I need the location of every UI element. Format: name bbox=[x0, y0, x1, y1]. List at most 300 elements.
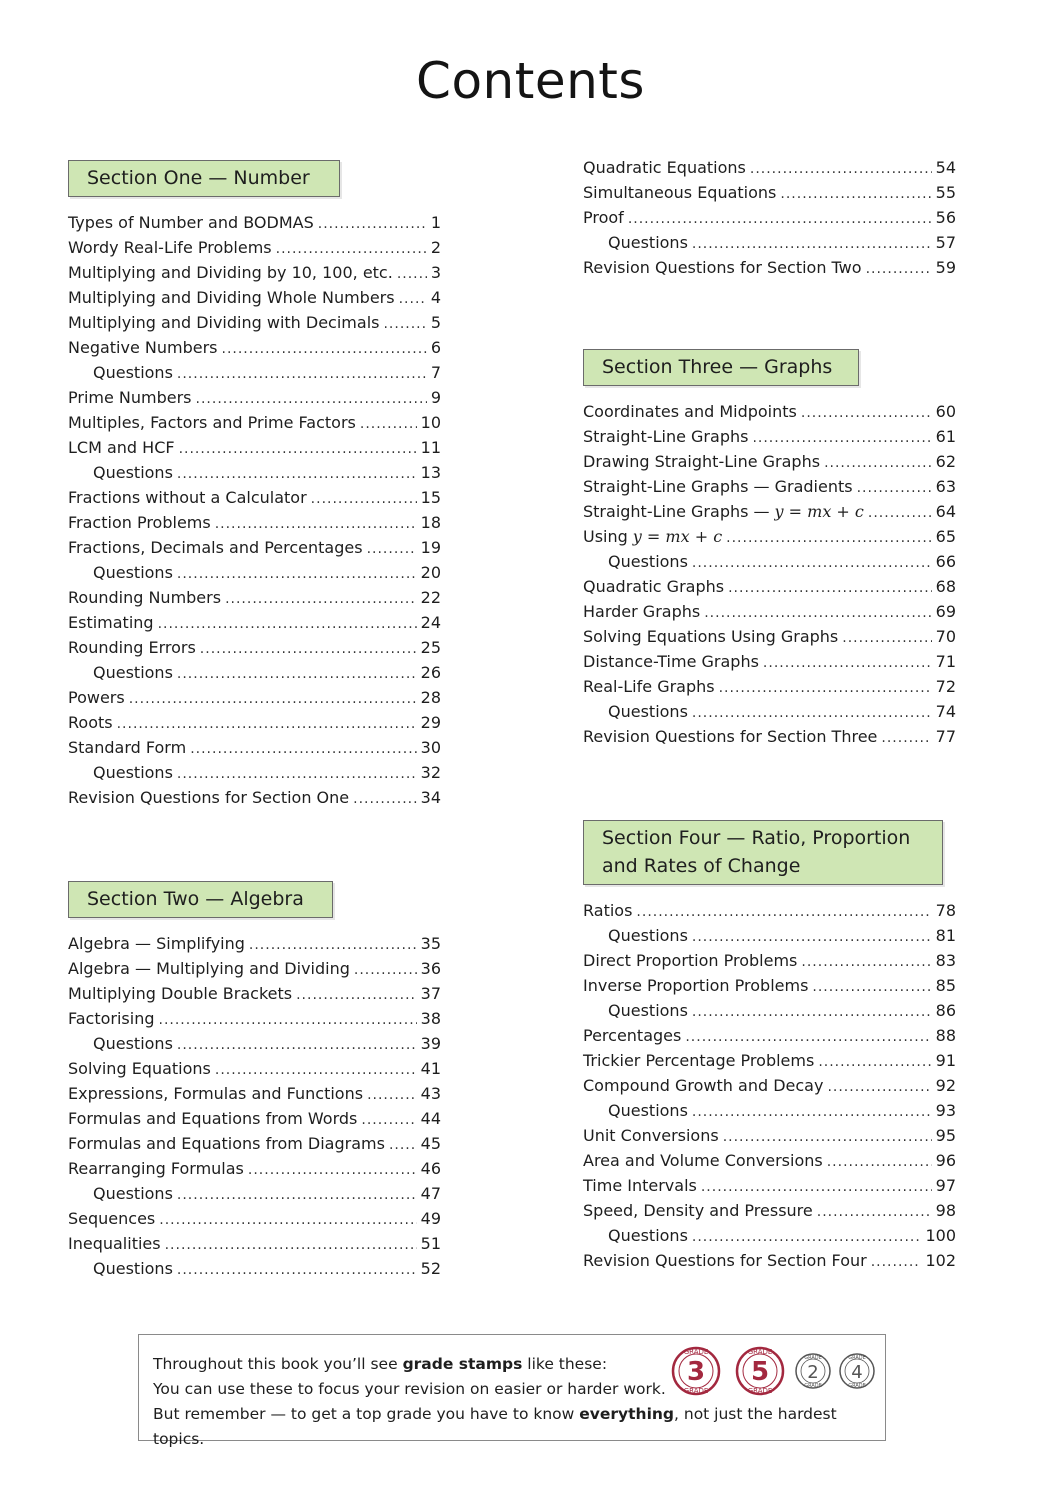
toc-entry-page: 83 bbox=[935, 951, 956, 970]
section-three-heading: Section Three — Graphs bbox=[583, 349, 859, 386]
toc-entry[interactable] bbox=[583, 1048, 956, 1073]
toc-entry[interactable] bbox=[583, 230, 956, 255]
toc-entry-page: 15 bbox=[420, 488, 441, 507]
toc-entry-label: Questions bbox=[608, 1001, 688, 1020]
toc-entry[interactable] bbox=[68, 310, 441, 335]
toc-entry-label: Questions bbox=[93, 663, 173, 682]
toc-entry-label: Area and Volume Conversions bbox=[583, 1151, 823, 1170]
toc-entry[interactable] bbox=[583, 155, 956, 180]
dot-leader bbox=[215, 1058, 417, 1083]
dot-leader bbox=[159, 1008, 417, 1033]
toc-entry-page: 91 bbox=[935, 1051, 956, 1070]
toc-entry[interactable] bbox=[68, 660, 441, 685]
section-four bbox=[583, 820, 956, 1273]
toc-entry[interactable] bbox=[583, 624, 956, 649]
toc-entry-label: Percentages bbox=[583, 1026, 682, 1045]
toc-entry[interactable] bbox=[583, 599, 956, 624]
toc-entry-page: 25 bbox=[420, 638, 441, 657]
toc-entry-page: 77 bbox=[935, 727, 956, 746]
dot-leader bbox=[177, 1258, 417, 1283]
toc-entry[interactable] bbox=[68, 485, 441, 510]
dot-leader bbox=[868, 501, 932, 526]
stamp-word: GRADE bbox=[683, 1387, 709, 1395]
toc-entry-page: 59 bbox=[935, 258, 956, 277]
toc-entry-label: Rounding Numbers bbox=[68, 588, 222, 607]
toc-entry-label: Inverse Proportion Problems bbox=[583, 976, 809, 995]
toc-entry-label: Multiples, Factors and Prime Factors bbox=[68, 413, 356, 432]
toc-entry-page: 64 bbox=[935, 502, 956, 521]
section-four-heading-line2: and Rates of Change bbox=[602, 855, 801, 877]
toc-entry-label: Fractions, Decimals and Percentages bbox=[68, 538, 363, 557]
toc-entry-page: 97 bbox=[935, 1176, 956, 1195]
toc-entry-page: 30 bbox=[420, 738, 441, 757]
toc-entry-page: 49 bbox=[420, 1209, 441, 1228]
toc-entry[interactable] bbox=[68, 635, 441, 660]
toc-entry[interactable] bbox=[583, 699, 956, 724]
toc-entry-label: Questions bbox=[93, 463, 173, 482]
toc-entry[interactable] bbox=[583, 1248, 956, 1273]
toc-entry[interactable] bbox=[68, 931, 441, 956]
toc-entry-label: Trickier Percentage Problems bbox=[583, 1051, 815, 1070]
dot-leader bbox=[215, 512, 417, 537]
toc-entry-page: 88 bbox=[935, 1026, 956, 1045]
toc-entry-page: 26 bbox=[420, 663, 441, 682]
toc-entry-page: 9 bbox=[430, 388, 441, 407]
toc-entry-label: Formulas and Equations from Words bbox=[68, 1109, 358, 1128]
toc-entry[interactable] bbox=[583, 180, 956, 205]
toc-entry-page: 22 bbox=[420, 588, 441, 607]
dot-leader bbox=[701, 1175, 932, 1200]
toc-entry[interactable] bbox=[583, 1098, 956, 1123]
toc-entry-label: Multiplying and Dividing Whole Numbers bbox=[68, 288, 395, 307]
toc-entry[interactable] bbox=[583, 1023, 956, 1048]
note-line-3-bold: everything bbox=[579, 1405, 675, 1423]
toc-entry-label: Speed, Density and Pressure bbox=[583, 1201, 813, 1220]
stamp-word: GRADE bbox=[804, 1383, 822, 1389]
toc-entry-page: 20 bbox=[420, 563, 441, 582]
toc-entry-page: 54 bbox=[935, 158, 956, 177]
dot-leader bbox=[827, 1075, 931, 1100]
toc-entry[interactable] bbox=[68, 785, 441, 810]
dot-leader bbox=[692, 551, 932, 576]
toc-entry-page: 6 bbox=[430, 338, 441, 357]
toc-entry-page: 2 bbox=[430, 238, 441, 257]
toc-entry[interactable] bbox=[68, 385, 441, 410]
grade-stamp-icon bbox=[840, 1354, 874, 1389]
toc-entry-label: Questions bbox=[608, 552, 688, 571]
toc-entry[interactable] bbox=[68, 585, 441, 610]
toc-entry-label: Revision Questions for Section Three bbox=[583, 727, 878, 746]
toc-entry-page: 86 bbox=[935, 1001, 956, 1020]
dot-leader bbox=[818, 1050, 931, 1075]
toc-entry-page: 68 bbox=[935, 577, 956, 596]
toc-entry[interactable] bbox=[583, 674, 956, 699]
dot-leader bbox=[801, 401, 932, 426]
toc-entry[interactable] bbox=[583, 549, 956, 574]
toc-entry-label: Straight-Line Graphs — bbox=[583, 502, 770, 521]
toc-entry-label: Algebra — Simplifying bbox=[68, 934, 245, 953]
dot-leader bbox=[389, 1133, 417, 1158]
toc-entry[interactable] bbox=[68, 360, 441, 385]
toc-entry-label: Expressions, Formulas and Functions bbox=[68, 1084, 364, 1103]
toc-entry[interactable] bbox=[68, 510, 441, 535]
toc-entry-label: Multiplying and Dividing with Decimals bbox=[68, 313, 380, 332]
toc-entry[interactable] bbox=[583, 1198, 956, 1223]
toc-entry-label: Types of Number and BODMAS bbox=[68, 213, 314, 232]
toc-entry-page: 47 bbox=[420, 1184, 441, 1203]
dot-leader bbox=[817, 1200, 932, 1225]
toc-entry-page: 63 bbox=[935, 477, 956, 496]
toc-entry-page: 98 bbox=[935, 1201, 956, 1220]
toc-entry-label: Questions bbox=[93, 1184, 173, 1203]
dot-leader bbox=[399, 287, 427, 312]
grade-stamps bbox=[668, 1345, 880, 1397]
toc-entry-label: Revision Questions for Section Two bbox=[583, 258, 862, 277]
toc-entry-label: Negative Numbers bbox=[68, 338, 218, 357]
toc-entry[interactable] bbox=[583, 1073, 956, 1098]
dot-leader bbox=[866, 257, 932, 282]
toc-entry[interactable] bbox=[583, 205, 956, 230]
toc-entry-label: Questions bbox=[608, 1101, 688, 1120]
toc-entry-label: Powers bbox=[68, 688, 125, 707]
toc-entry-label: Distance-Time Graphs bbox=[583, 652, 759, 671]
toc-entry-label: Prime Numbers bbox=[68, 388, 192, 407]
toc-entry[interactable] bbox=[583, 998, 956, 1023]
stamp-word: GRADE bbox=[747, 1387, 773, 1395]
toc-entry[interactable] bbox=[68, 1056, 441, 1081]
toc-entry-label: Quadratic Graphs bbox=[583, 577, 725, 596]
toc-entry-label: Using bbox=[583, 527, 628, 546]
dot-leader bbox=[871, 1250, 922, 1275]
toc-entry-label: Rounding Errors bbox=[68, 638, 196, 657]
toc-entry-label: Straight-Line Graphs — Gradients bbox=[583, 477, 853, 496]
toc-entry-label: Estimating bbox=[68, 613, 154, 632]
toc-entry-page: 55 bbox=[935, 183, 956, 202]
dot-leader bbox=[129, 687, 417, 712]
toc-entry[interactable] bbox=[583, 424, 956, 449]
dot-leader bbox=[752, 426, 931, 451]
toc-entry-page: 102 bbox=[925, 1251, 956, 1270]
toc-entry[interactable] bbox=[583, 898, 956, 923]
toc-entry-label: Roots bbox=[68, 713, 113, 732]
toc-entry-page: 81 bbox=[935, 926, 956, 945]
dot-leader bbox=[318, 212, 427, 237]
toc-entry[interactable] bbox=[583, 649, 956, 674]
toc-entry-page: 29 bbox=[420, 713, 441, 732]
dot-leader bbox=[276, 237, 427, 262]
toc-entry[interactable] bbox=[68, 610, 441, 635]
section-four-list bbox=[583, 898, 956, 1273]
toc-entry-page: 60 bbox=[935, 402, 956, 421]
toc-entry-page: 18 bbox=[420, 513, 441, 532]
toc-entry-page: 85 bbox=[935, 976, 956, 995]
section-two-continued bbox=[583, 155, 956, 280]
toc-entry[interactable] bbox=[68, 1006, 441, 1031]
stamp-number: 4 bbox=[851, 1362, 863, 1383]
toc-entry[interactable] bbox=[68, 1106, 441, 1131]
toc-entry-label: Quadratic Equations bbox=[583, 158, 746, 177]
section-four-heading-line1: Section Four — Ratio, Proportion bbox=[602, 827, 911, 849]
dot-leader bbox=[179, 437, 417, 462]
note-line-1-text-a: Throughout this book you’ll see bbox=[153, 1355, 398, 1373]
dot-leader bbox=[692, 701, 932, 726]
dot-leader bbox=[117, 712, 417, 737]
toc-entry-page: 37 bbox=[420, 984, 441, 1003]
toc-entry-label: Inequalities bbox=[68, 1234, 161, 1253]
toc-entry-page: 5 bbox=[430, 313, 441, 332]
toc-entry[interactable] bbox=[68, 1256, 441, 1281]
toc-entry-label: Fraction Problems bbox=[68, 513, 211, 532]
toc-entry[interactable] bbox=[583, 524, 956, 549]
toc-entry-label: Factorising bbox=[68, 1009, 155, 1028]
toc-entry[interactable] bbox=[583, 724, 956, 749]
toc-entry-page: 19 bbox=[420, 538, 441, 557]
dot-leader bbox=[881, 726, 931, 751]
dot-leader bbox=[196, 387, 427, 412]
toc-entry[interactable] bbox=[68, 410, 441, 435]
toc-entry[interactable] bbox=[68, 535, 441, 560]
toc-entry-label: Fractions without a Calculator bbox=[68, 488, 307, 507]
toc-entry[interactable] bbox=[583, 474, 956, 499]
toc-entry-formula: y = mx + c bbox=[774, 502, 864, 521]
toc-entry-label: Questions bbox=[93, 1259, 173, 1278]
toc-entry-page: 72 bbox=[935, 677, 956, 696]
toc-entry[interactable] bbox=[583, 499, 956, 524]
toc-entry[interactable] bbox=[68, 460, 441, 485]
toc-entry-label: Coordinates and Midpoints bbox=[583, 402, 797, 421]
section-one-list bbox=[68, 210, 441, 810]
grade-stamp-icon bbox=[673, 1348, 719, 1395]
section-two-heading: Section Two — Algebra bbox=[68, 881, 333, 918]
toc-entry[interactable] bbox=[583, 923, 956, 948]
dot-leader bbox=[801, 950, 931, 975]
toc-entry[interactable] bbox=[583, 449, 956, 474]
toc-entry-page: 32 bbox=[420, 763, 441, 782]
dot-leader bbox=[628, 207, 932, 232]
dot-leader bbox=[728, 576, 932, 601]
toc-entry-page: 35 bbox=[420, 934, 441, 953]
toc-entry-page: 96 bbox=[935, 1151, 956, 1170]
dot-leader bbox=[360, 412, 417, 437]
toc-entry[interactable] bbox=[68, 956, 441, 981]
dot-leader bbox=[222, 337, 427, 362]
toc-entry[interactable] bbox=[583, 1148, 956, 1173]
grade-stamp-icon bbox=[796, 1354, 830, 1389]
dot-leader bbox=[824, 451, 932, 476]
toc-entry-page: 36 bbox=[420, 959, 441, 978]
toc-entry-label: Formulas and Equations from Diagrams bbox=[68, 1134, 385, 1153]
toc-entry-label: Straight-Line Graphs bbox=[583, 427, 749, 446]
toc-entry-label: Solving Equations Using Graphs bbox=[583, 627, 839, 646]
toc-entry[interactable] bbox=[68, 1031, 441, 1056]
toc-entry[interactable] bbox=[583, 1223, 956, 1248]
toc-entry[interactable] bbox=[583, 973, 956, 998]
toc-entry[interactable] bbox=[68, 710, 441, 735]
toc-entry-label: Questions bbox=[608, 926, 688, 945]
dot-leader bbox=[383, 312, 426, 337]
toc-entry-page: 93 bbox=[935, 1101, 956, 1120]
toc-entry-label: Simultaneous Equations bbox=[583, 183, 777, 202]
toc-entry[interactable] bbox=[583, 1173, 956, 1198]
toc-entry-page: 43 bbox=[420, 1084, 441, 1103]
toc-entry[interactable] bbox=[583, 255, 956, 280]
dot-leader bbox=[857, 476, 932, 501]
dot-leader bbox=[361, 1108, 416, 1133]
note-line-3-text-c: , not just the hardest topics. bbox=[153, 1405, 837, 1448]
toc-entry-page: 7 bbox=[430, 363, 441, 382]
toc-entry-label: Questions bbox=[608, 1226, 688, 1245]
note-line-1-bold: grade stamps bbox=[402, 1355, 523, 1373]
toc-entry[interactable] bbox=[68, 1081, 441, 1106]
toc-entry-page: 61 bbox=[935, 427, 956, 446]
toc-entry-label: Revision Questions for Section One bbox=[68, 788, 350, 807]
toc-entry-page: 10 bbox=[420, 413, 441, 432]
dot-leader bbox=[225, 587, 417, 612]
section-three bbox=[583, 349, 956, 749]
dot-leader bbox=[812, 975, 931, 1000]
toc-entry-page: 100 bbox=[925, 1226, 956, 1245]
dot-leader bbox=[397, 262, 427, 287]
toc-entry[interactable] bbox=[68, 335, 441, 360]
toc-entry-label: Compound Growth and Decay bbox=[583, 1076, 824, 1095]
toc-entry-label: Questions bbox=[93, 363, 173, 382]
toc-entry-label: Rearranging Formulas bbox=[68, 1159, 244, 1178]
toc-entry[interactable] bbox=[68, 735, 441, 760]
section-three-list bbox=[583, 399, 956, 749]
stamp-number: 5 bbox=[750, 1357, 770, 1387]
dot-leader bbox=[353, 787, 417, 812]
toc-entry-label: Proof bbox=[583, 208, 624, 227]
toc-entry-page: 4 bbox=[430, 288, 441, 307]
toc-entry-label: Real-Life Graphs bbox=[583, 677, 715, 696]
toc-entry-page: 11 bbox=[420, 438, 441, 457]
section-two bbox=[68, 881, 441, 1281]
note-line-3 bbox=[153, 1402, 871, 1452]
toc-entry-page: 39 bbox=[420, 1034, 441, 1053]
dot-leader bbox=[719, 676, 932, 701]
dot-leader bbox=[692, 925, 932, 950]
toc-entry-page: 44 bbox=[420, 1109, 441, 1128]
section-one-heading: Section One — Number bbox=[68, 160, 340, 197]
toc-entry-page: 78 bbox=[935, 901, 956, 920]
dot-leader bbox=[177, 662, 417, 687]
dot-leader bbox=[726, 526, 931, 551]
dot-leader bbox=[159, 1208, 416, 1233]
stamp-word: GRADE bbox=[848, 1383, 866, 1389]
dot-leader bbox=[177, 562, 417, 587]
toc-entry-page: 28 bbox=[420, 688, 441, 707]
toc-entry[interactable] bbox=[583, 1123, 956, 1148]
toc-entry-label: Questions bbox=[608, 702, 688, 721]
toc-entry[interactable] bbox=[68, 685, 441, 710]
section-two-continued-list bbox=[583, 155, 956, 280]
dot-leader bbox=[311, 487, 417, 512]
toc-entry-page: 38 bbox=[420, 1009, 441, 1028]
dot-leader bbox=[248, 1158, 417, 1183]
toc-entry-page: 56 bbox=[935, 208, 956, 227]
note-line-1-text-c: like these: bbox=[527, 1355, 608, 1373]
grade-stamp-icon bbox=[737, 1348, 783, 1395]
toc-entry-page: 62 bbox=[935, 452, 956, 471]
toc-entry[interactable] bbox=[68, 260, 441, 285]
toc-entry-label: Questions bbox=[93, 1034, 173, 1053]
toc-entry-label: Algebra — Multiplying and Dividing bbox=[68, 959, 350, 978]
toc-entry[interactable] bbox=[68, 1131, 441, 1156]
toc-entry[interactable] bbox=[68, 435, 441, 460]
toc-entry-label: Direct Proportion Problems bbox=[583, 951, 798, 970]
toc-entry[interactable] bbox=[68, 1231, 441, 1256]
toc-entry[interactable] bbox=[68, 210, 441, 235]
toc-entry-page: 57 bbox=[935, 233, 956, 252]
toc-entry-page: 13 bbox=[420, 463, 441, 482]
note-line-3-text-a: But remember — to get a top grade you have to know bbox=[153, 1405, 575, 1423]
stamp-number: 2 bbox=[807, 1362, 819, 1383]
dot-leader bbox=[692, 1000, 932, 1025]
toc-entry-label: Questions bbox=[93, 763, 173, 782]
toc-entry-page: 69 bbox=[935, 602, 956, 621]
toc-entry[interactable] bbox=[583, 399, 956, 424]
dot-leader bbox=[177, 462, 417, 487]
dot-leader bbox=[692, 1100, 932, 1125]
toc-entry-page: 70 bbox=[935, 627, 956, 646]
toc-entry-formula: y = mx + c bbox=[632, 527, 723, 546]
toc-entry[interactable] bbox=[583, 574, 956, 599]
dot-leader bbox=[636, 900, 931, 925]
toc-entry[interactable] bbox=[68, 1206, 441, 1231]
toc-entry-page: 41 bbox=[420, 1059, 441, 1078]
toc-entry-label: Revision Questions for Section Four bbox=[583, 1251, 867, 1270]
toc-entry[interactable] bbox=[68, 560, 441, 585]
toc-entry-label: Standard Form bbox=[68, 738, 187, 757]
stamp-word: GRADE bbox=[747, 1348, 773, 1356]
toc-entry-page: 51 bbox=[420, 1234, 441, 1253]
dot-leader bbox=[165, 1233, 417, 1258]
toc-entry-label: Sequences bbox=[68, 1209, 156, 1228]
toc-entry[interactable] bbox=[583, 948, 956, 973]
dot-leader bbox=[692, 1225, 922, 1250]
toc-entry-page: 1 bbox=[430, 213, 441, 232]
toc-entry[interactable] bbox=[68, 285, 441, 310]
toc-entry-label: Unit Conversions bbox=[583, 1126, 719, 1145]
dot-leader bbox=[750, 157, 932, 182]
dot-leader bbox=[685, 1025, 931, 1050]
toc-entry[interactable] bbox=[68, 235, 441, 260]
note-line-2: You can use these to focus your revision on easier or harder work. bbox=[153, 1380, 666, 1398]
toc-entry-page: 92 bbox=[935, 1076, 956, 1095]
dot-leader bbox=[296, 983, 417, 1008]
toc-entry-page: 74 bbox=[935, 702, 956, 721]
toc-entry-page: 3 bbox=[430, 263, 441, 282]
dot-leader bbox=[190, 737, 416, 762]
stamp-word: GRADE bbox=[683, 1348, 709, 1356]
dot-leader bbox=[780, 182, 931, 207]
toc-entry[interactable] bbox=[68, 1156, 441, 1181]
toc-entry[interactable] bbox=[68, 1181, 441, 1206]
toc-entry[interactable] bbox=[68, 981, 441, 1006]
toc-entry-page: 46 bbox=[420, 1159, 441, 1178]
dot-leader bbox=[763, 651, 932, 676]
toc-entry-label: Multiplying Double Brackets bbox=[68, 984, 293, 1003]
dot-leader bbox=[177, 1033, 417, 1058]
dot-leader bbox=[367, 1083, 417, 1108]
dot-leader bbox=[692, 232, 932, 257]
dot-leader bbox=[158, 612, 417, 637]
toc-entry-label: Drawing Straight-Line Graphs bbox=[583, 452, 821, 471]
toc-entry-page: 65 bbox=[935, 527, 956, 546]
dot-leader bbox=[842, 626, 931, 651]
toc-entry[interactable] bbox=[68, 760, 441, 785]
toc-entry-label: Questions bbox=[93, 563, 173, 582]
